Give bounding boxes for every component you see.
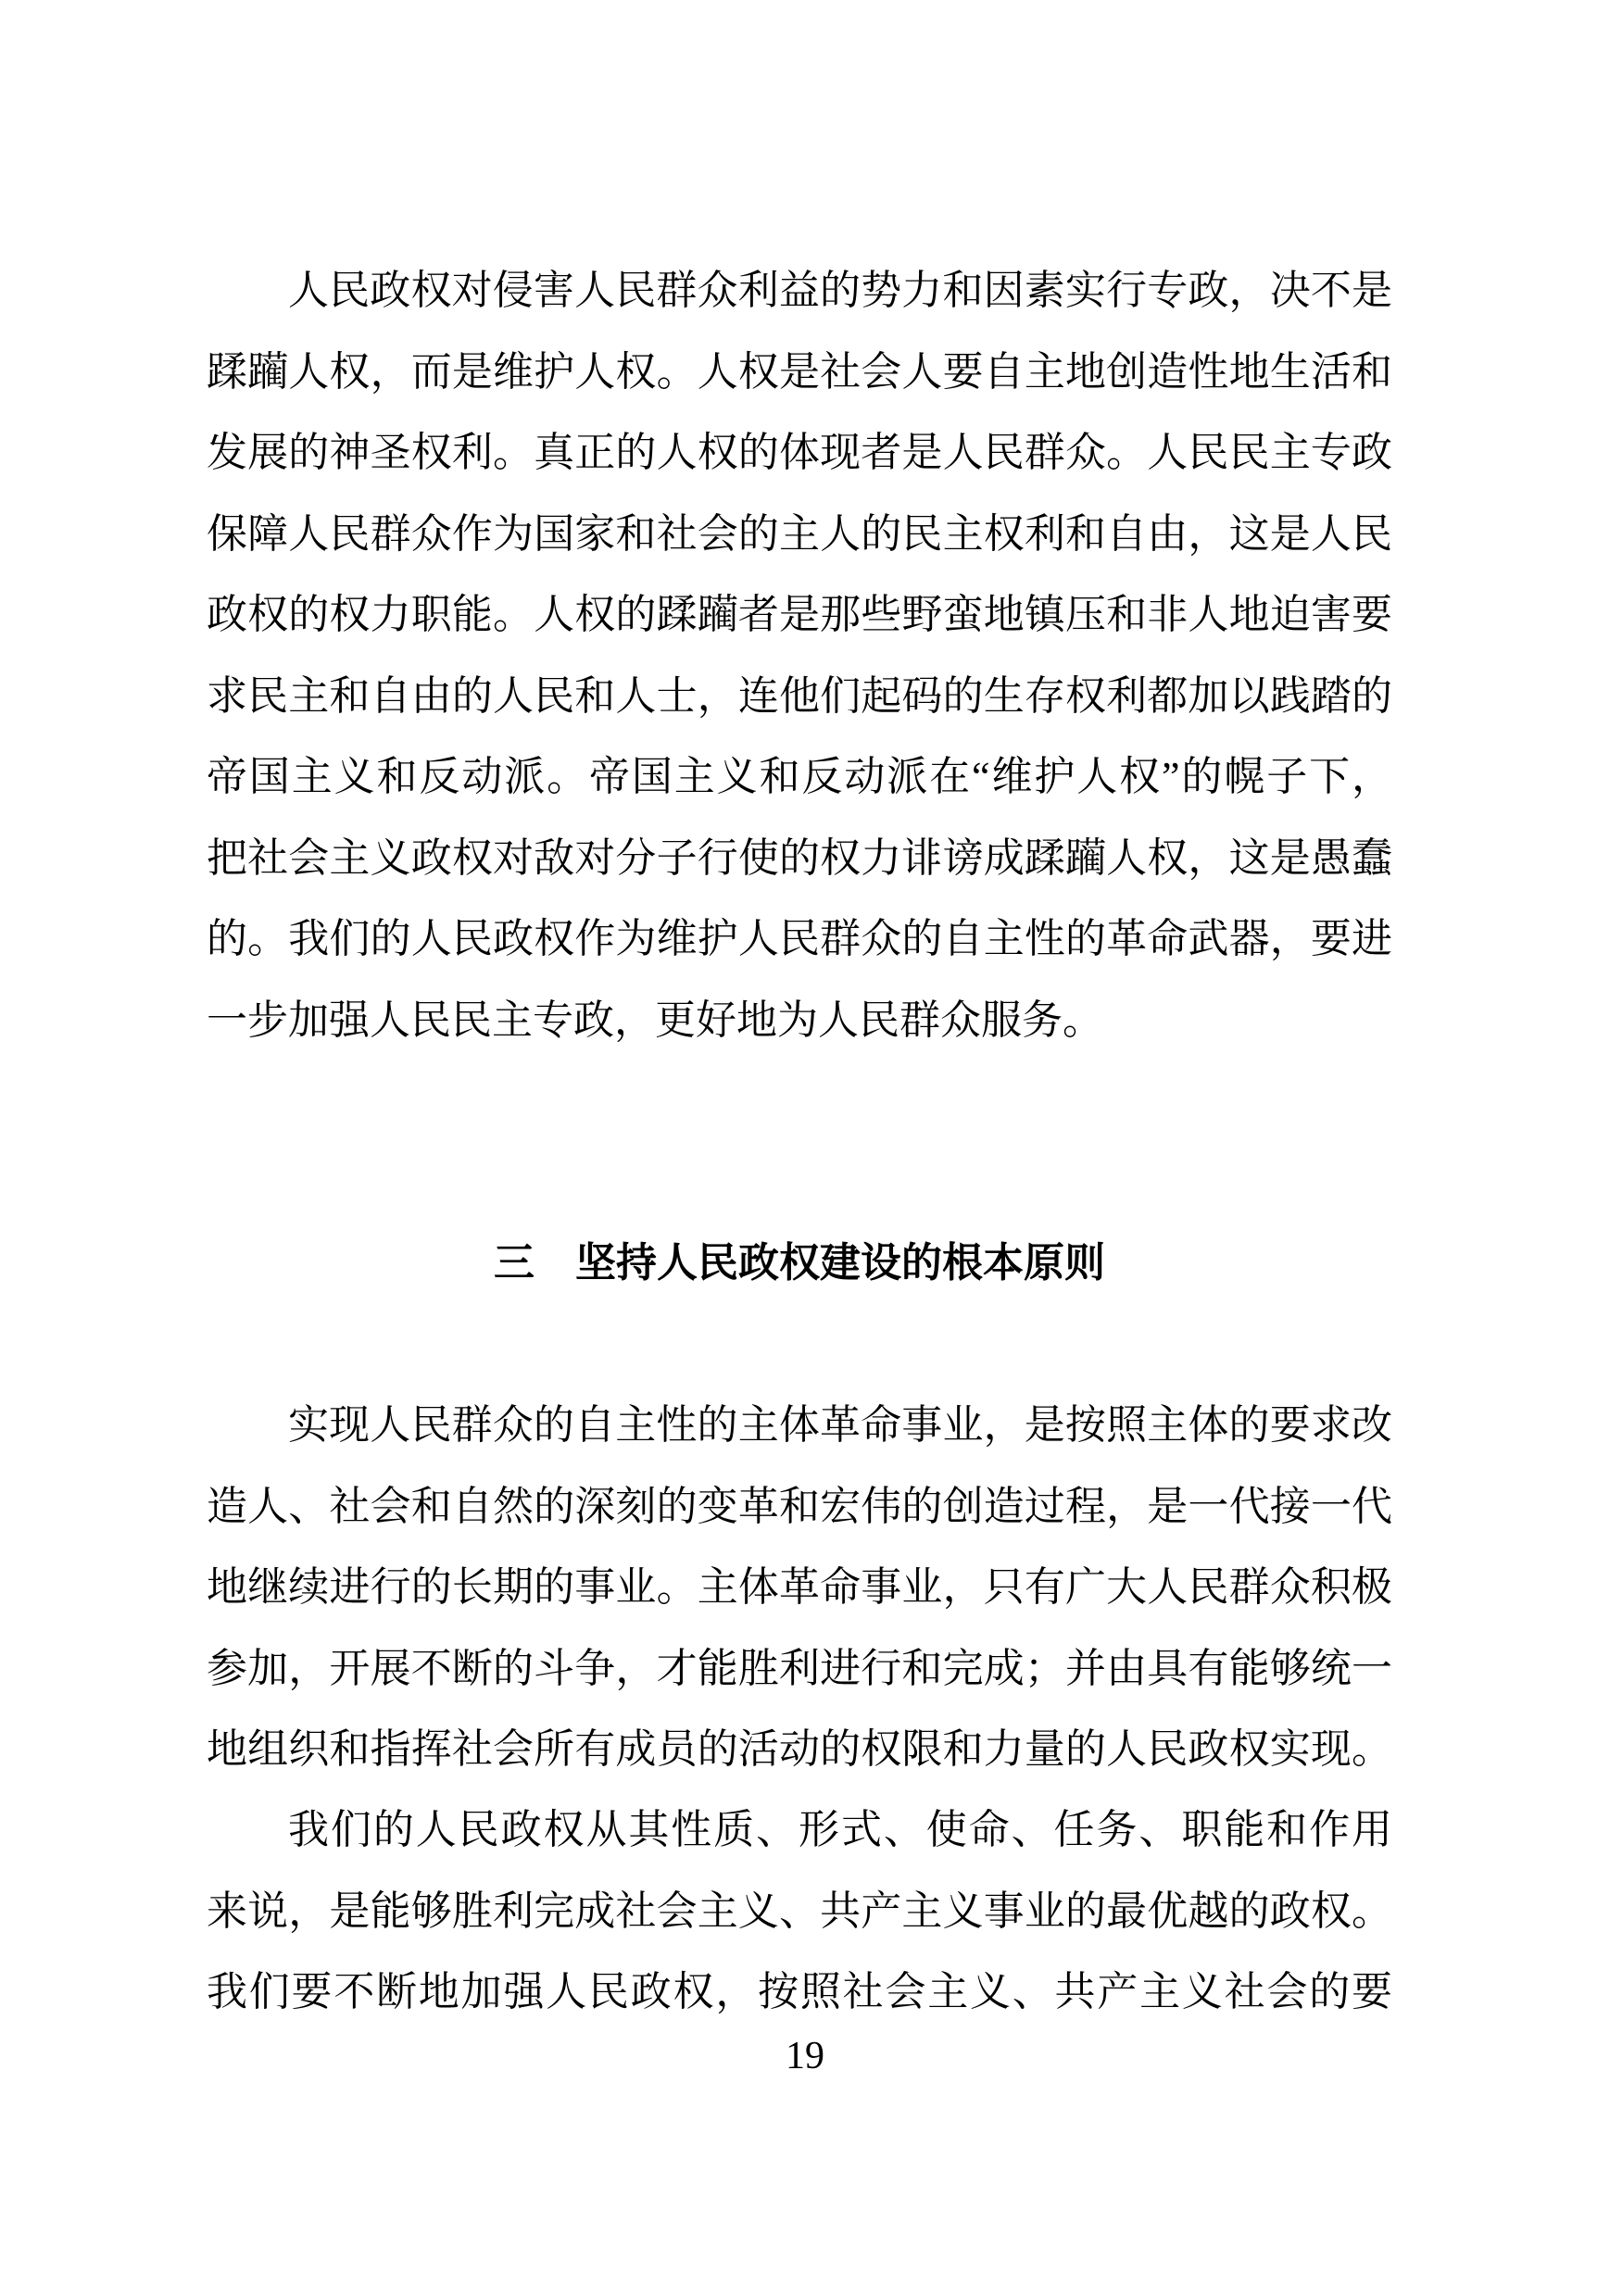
- text-line: 保障人民群众作为国家和社会的主人的民主权利和自由，这是人民: [207, 510, 1392, 557]
- text-line: 地继续进行的长期的事业。主体革命事业，只有广大人民群众积极: [207, 1564, 1392, 1610]
- text-line: 我们要不断地加强人民政权，按照社会主义、共产主义社会的要: [207, 1969, 1392, 2014]
- text-line: 帝国主义和反动派。帝国主义和反动派在“维护人权”的幌子下，: [207, 754, 1392, 799]
- text-line: 我们的人民政权从其性质、形式、使命、任务、职能和作用: [288, 1807, 1392, 1852]
- text-line: 地组织和指挥社会所有成员的活动的权限和力量的人民政权实现。: [207, 1726, 1392, 1772]
- text-line: 政权的权力职能。人权的蹂躏者是那些野蛮地镇压和非人地迫害要: [207, 592, 1392, 637]
- text-line: 人民政权对侵害人民群众利益的势力和因素实行专政，决不是: [288, 268, 1392, 313]
- text-line: 求民主和自由的人民和人士，连他们起码的生存权利都加以践踏的: [207, 672, 1392, 719]
- section-heading-number: 三: [494, 1240, 535, 1286]
- section-heading: [207, 1223, 1392, 1304]
- text-line: 造人、社会和自然的深刻的变革和宏伟的创造过程，是一代接一代: [207, 1483, 1392, 1529]
- paragraph-2: [207, 1385, 1392, 1790]
- section-heading-title: 坚持人民政权建设的根本原则: [575, 1240, 1105, 1286]
- text-line: 的。我们的人民政权作为维护人民群众的自主性的革命武器，要进: [207, 916, 1392, 961]
- text-line: 参加，开展不断的斗争，才能胜利进行和完成；并由具有能够统一: [207, 1645, 1392, 1691]
- text-line: 蹂躏人权，而是维护人权。人权是社会人要自主地创造性地生活和: [207, 348, 1392, 395]
- text-line: 把社会主义政权对敌对分子行使的权力诽谤成蹂躏人权，这是愚蠢: [207, 834, 1392, 881]
- text-line: 来说，是能够胜利完成社会主义、共产主义事业的最优越的政权。: [207, 1888, 1392, 1934]
- text-line: 一步加强人民民主专政，更好地为人民群众服务。: [207, 997, 1103, 1043]
- paragraph-3: [207, 1789, 1392, 2033]
- paragraph-1: [207, 250, 1392, 1060]
- page-number: 19: [786, 2035, 824, 2077]
- text-line: 发展的神圣权利。真正的人权的体现者是人民群众。人民民主专政: [207, 430, 1392, 475]
- text-line: 实现人民群众的自主性的主体革命事业，是按照主体的要求改: [288, 1402, 1392, 1448]
